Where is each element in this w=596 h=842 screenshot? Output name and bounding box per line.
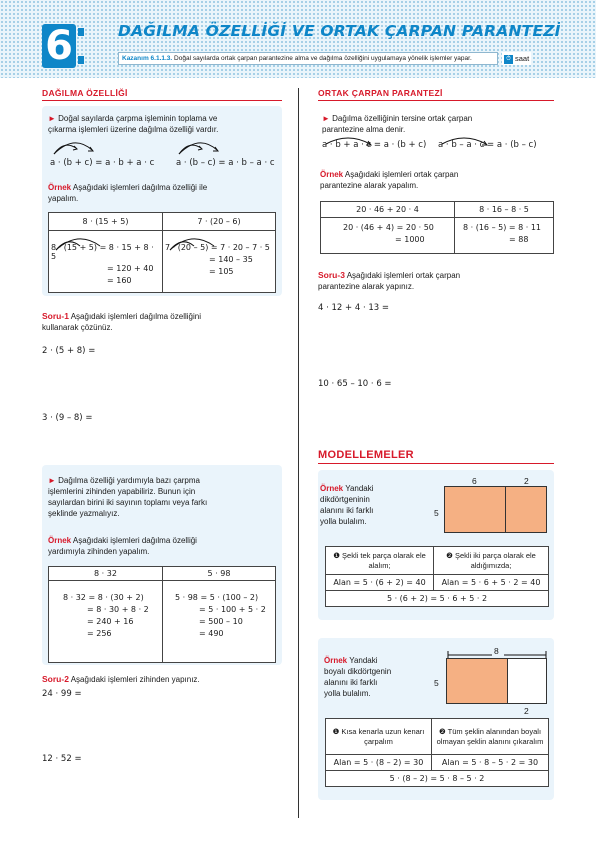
model-1-top-a: 6 — [472, 476, 477, 486]
example-line: alanını iki farklı — [320, 506, 374, 515]
triangle-bullet-icon: ► — [322, 114, 330, 123]
question-label: Soru-2 — [42, 674, 69, 684]
model-1-text — [320, 483, 374, 527]
table-header: 8 · (15 + 5) — [49, 213, 163, 231]
intro-line: Doğal sayılarda çarpma işleminin toplama ve — [58, 114, 218, 123]
question-3 — [318, 270, 460, 292]
table-header: 7 · (20 – 6) — [163, 213, 276, 231]
unit-bar-bottom — [78, 56, 84, 64]
cell-line: 8 · (15 + 5) = 8 · 15 + 8 · 5 — [51, 243, 154, 261]
question-3-b: 10 · 65 – 10 · 6 = — [318, 379, 392, 389]
cell-line: 5 · 98 = 5 · (100 – 2) — [175, 593, 259, 602]
page-title: DAĞILMA ÖZELLİĞİ VE ORTAK ÇARPAN PARANTEZİ — [118, 22, 561, 40]
table-cell: Alan = 5 · 6 + 5 · 2 = 40 — [434, 575, 549, 591]
table-header: 5 · 98 — [163, 567, 276, 581]
column-divider — [298, 88, 299, 818]
table-header: 8 · 32 — [49, 567, 163, 581]
mental-math-intro — [48, 475, 207, 519]
question-3-a: 4 · 12 + 4 · 13 = — [318, 303, 390, 313]
cell-line: = 160 — [107, 276, 132, 285]
cell-line: = 5 · 100 + 5 · 2 — [199, 605, 266, 614]
cell-line: = 500 – 10 — [199, 617, 243, 626]
question-2 — [42, 674, 200, 685]
formula-add: a · (b + c) = a · b + a · c — [50, 158, 155, 168]
model-2-text — [324, 655, 391, 699]
model-1-rect-part-b — [505, 486, 547, 533]
example-line: dikdörtgeninin — [320, 495, 370, 504]
table-header: 20 · 46 + 20 · 4 — [321, 202, 455, 218]
cell-line: 8 · (16 – 5) = 8 · 11 — [463, 223, 542, 232]
intro-line: sayılardan birini iki sayının toplamı veya farkı — [48, 498, 208, 507]
cell-line: 20 · (46 + 4) = 20 · 50 — [343, 223, 434, 232]
cell-line: = 256 — [87, 629, 112, 638]
clock-icon: ⏱ — [504, 55, 513, 64]
question-line: Aşağıdaki işlemleri zihinden yapınız. — [70, 675, 200, 684]
cell-line: = 105 — [209, 267, 234, 276]
question-line: kullanarak çözünüz. — [42, 323, 113, 332]
model-1-table — [325, 546, 549, 607]
section-underline — [318, 463, 554, 464]
model-1-side: 5 — [434, 508, 439, 518]
cell-line: 8 · 32 = 8 · (30 + 2) — [63, 593, 144, 602]
question-2-a: 24 · 99 = — [42, 689, 82, 699]
example-line: Aşağıdaki işlemleri dağılma özelliği — [72, 536, 197, 545]
way-title: Kısa kenarla uzun kenarı çarpalım — [341, 726, 425, 746]
model-1-top-b: 2 — [524, 476, 529, 486]
learning-outcome — [118, 52, 498, 65]
unit-bar-top — [78, 28, 84, 36]
example-2-table — [48, 566, 276, 663]
example-label: Örnek — [48, 536, 72, 545]
intro-line: işlemlerini zihinden yapabiliriz. Bunun için — [48, 487, 196, 496]
example-line: Aşağıdaki işlemleri dağılma özelliği ile — [72, 183, 208, 192]
model-2-table — [325, 718, 549, 787]
cell-line: = 490 — [199, 629, 224, 638]
question-1-a: 2 · (5 + 8) = — [42, 346, 96, 356]
question-line: Aşağıdaki işlemleri ortak çarpan — [346, 271, 461, 280]
intro-line: Dağılma özelliğinin tersine ortak çarpan — [332, 114, 473, 123]
triangle-bullet-icon: ► — [48, 114, 56, 123]
duration-text: saat — [515, 54, 530, 63]
cell-line: = 1000 — [395, 235, 425, 244]
example-3-table — [320, 201, 554, 254]
cell-line: = 240 + 16 — [87, 617, 134, 626]
intro-line: Dağılma özelliği yardımıyla bazı çarpma — [58, 476, 200, 485]
triangle-bullet-icon: ► — [48, 476, 56, 485]
formula-sub: a · (b – c) = a · b – a · c — [176, 158, 275, 168]
example-label: Örnek — [320, 170, 344, 179]
question-line: Aşağıdaki işlemleri dağılma özelliğini — [70, 312, 201, 321]
outcome-text: Doğal sayılarda ortak çarpan parantezine alma ve dağılma özelliğini uygulamaya yönelik işlemler yapar. — [174, 55, 472, 62]
cell-line: = 140 – 35 — [209, 255, 253, 264]
unit-number-badge: 6 — [42, 24, 76, 68]
model-2-side: 5 — [434, 678, 439, 688]
example-line: Yandaki — [345, 484, 374, 493]
formula-sub-reverse: a · b – a · c = a · (b – c) — [438, 140, 537, 150]
example-line: Yandaki — [349, 656, 378, 665]
intro-line: çıkarma işlemleri üzerine dağılma özelliği vardır. — [48, 125, 219, 134]
table-cell: Alan = 5 · (6 + 2) = 40 — [326, 575, 434, 591]
model-1-rect-part-a — [444, 486, 506, 533]
model-2-inner: 2 — [524, 706, 529, 716]
distributive-intro — [48, 113, 218, 135]
section-title-distributive: DAĞILMA ÖZELLİĞİ — [42, 88, 128, 98]
example-label: Örnek — [320, 484, 344, 493]
table-header — [434, 547, 549, 575]
table-arrows — [50, 234, 278, 254]
model-2-rect-unshaded — [507, 658, 547, 704]
cell-line: = 120 + 40 — [107, 264, 154, 273]
number-two-icon: ❷ — [446, 550, 453, 560]
formula-add-reverse: a · b + a · c = a · (b + c) — [322, 140, 427, 150]
intro-line: parantezine alma denir. — [322, 125, 406, 134]
example-line: parantezine alarak yapalım. — [320, 181, 419, 190]
number-one-icon: ❶ — [332, 726, 340, 736]
section-underline — [318, 100, 554, 101]
cell-line: = 8 · 30 + 8 · 2 — [87, 605, 149, 614]
table-header — [326, 719, 432, 755]
table-header — [326, 547, 434, 575]
cell-line: 7 · (20 – 5) = 7 · 20 – 7 · 5 — [165, 243, 270, 252]
way-title: Tüm şeklin alanından boyalı olmayan şeklin alanını çıkaralım — [436, 726, 544, 746]
model-2-top: 8 — [494, 646, 499, 656]
example-line: Aşağıdaki işlemleri ortak çarpan — [344, 170, 459, 179]
model-2-rect-shaded — [446, 658, 508, 704]
distributive-arrows — [46, 138, 286, 158]
cell-line: = 88 — [509, 235, 529, 244]
question-label: Soru-3 — [318, 270, 345, 280]
intro-line: şeklinde yazmalıyız. — [48, 509, 120, 518]
duration-box — [502, 52, 531, 65]
example-line: yolla bulalım. — [320, 517, 367, 526]
example-label: Örnek — [48, 183, 72, 192]
number-two-icon: ❷ — [438, 726, 446, 736]
models-title: MODELLEMELER — [318, 449, 414, 461]
question-line: parantezine alarak yapınız. — [318, 282, 415, 291]
table-header — [432, 719, 549, 755]
example-1-text — [48, 182, 207, 204]
example-line: yapalım. — [48, 194, 79, 203]
example-3-text — [320, 169, 458, 191]
example-line: yardımıyla zihinden yapalım. — [48, 547, 150, 556]
question-2-b: 12 · 52 = — [42, 754, 82, 764]
outcome-label: Kazanım 6.1.1.3. — [122, 55, 173, 62]
table-cell — [49, 581, 163, 663]
question-1 — [42, 311, 201, 333]
table-cell: 5 · (6 + 2) = 5 · 6 + 5 · 2 — [326, 591, 549, 607]
table-cell: Alan = 5 · (8 – 2) = 30 — [326, 755, 432, 771]
question-label: Soru-1 — [42, 311, 69, 321]
table-cell — [321, 218, 455, 254]
section-title-common-factor: ORTAK ÇARPAN PARANTEZİ — [318, 88, 443, 98]
question-1-b: 3 · (9 – 8) = — [42, 413, 93, 423]
way-title: Şekli iki parça olarak ele aldığımızda; — [454, 550, 536, 570]
common-factor-intro — [322, 113, 472, 135]
example-line: alanını iki farklı — [324, 678, 378, 687]
example-2-text — [48, 535, 197, 557]
section-underline — [42, 100, 282, 101]
table-header: 8 · 16 – 8 · 5 — [455, 202, 554, 218]
table-cell: 5 · (8 – 2) = 5 · 8 – 5 · 2 — [326, 771, 549, 787]
table-cell: Alan = 5 · 8 – 5 · 2 = 30 — [432, 755, 549, 771]
way-title: Şekli tek parça olarak ele alalım; — [342, 550, 426, 570]
number-one-icon: ❶ — [333, 550, 340, 560]
example-line: yolla bulalım. — [324, 689, 371, 698]
table-cell — [455, 218, 554, 254]
table-cell — [163, 581, 276, 663]
example-line: boyalı dikdörtgenin — [324, 667, 392, 676]
example-label: Örnek — [324, 656, 348, 665]
